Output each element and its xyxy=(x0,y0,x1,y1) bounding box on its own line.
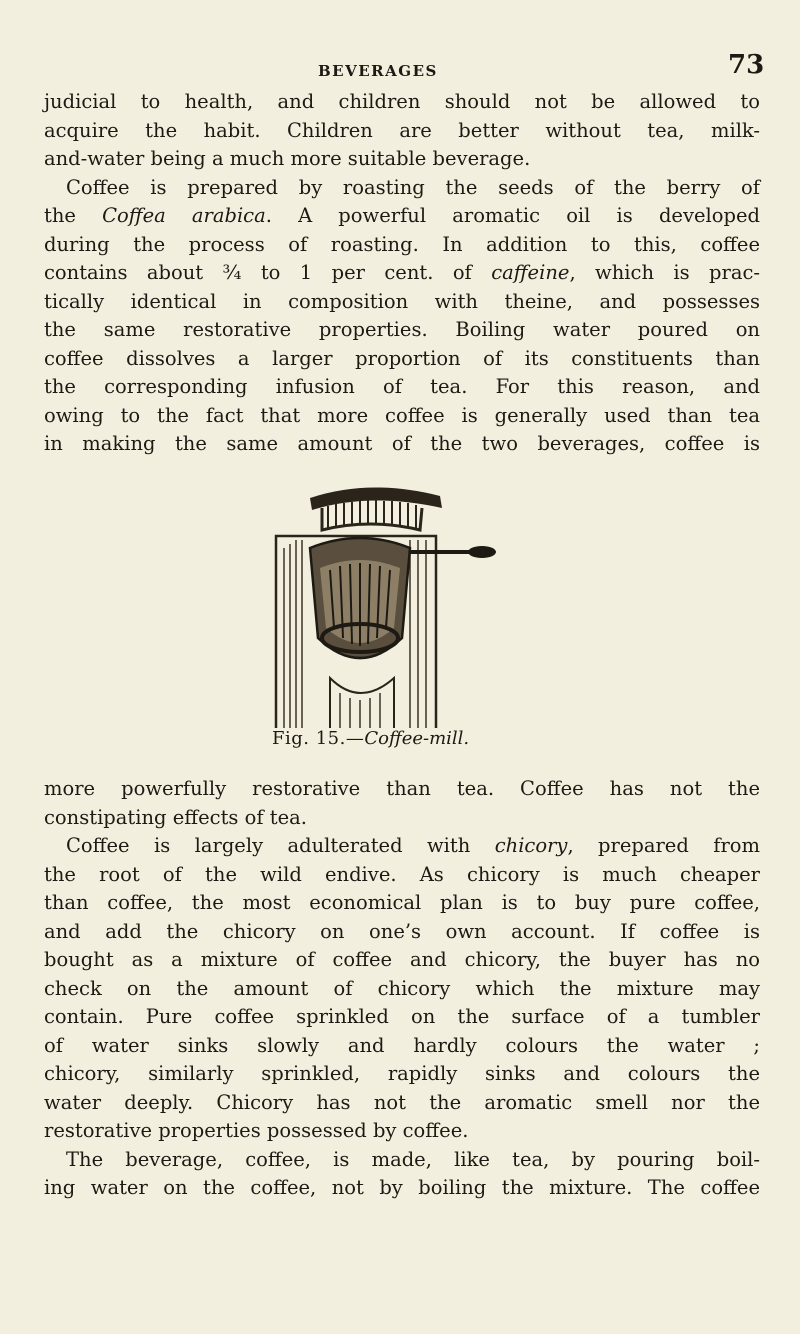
text-line: during the process of roasting. In addition to this, coffee xyxy=(44,232,760,256)
text-line: chicory, similarly sprinkled, rapidly sinks and colours the xyxy=(44,1062,760,1085)
text-line: restorative properties possessed by coffee. xyxy=(44,1119,469,1142)
figure-label: Fig. 15.— xyxy=(272,728,365,749)
figure-title: Coffee-mill. xyxy=(364,728,470,749)
text-line: and-water being a much more suitable beverage. xyxy=(44,147,531,170)
coffee-mill-figure xyxy=(270,478,502,756)
text-line: Coffee is largely adulterated with chicory, prepared from xyxy=(66,834,761,857)
chicory-term: chicory xyxy=(494,834,568,857)
species-name: Coffea arabica xyxy=(102,204,266,227)
caffeine-term: caffeine xyxy=(491,261,570,284)
text-line: ing water on the coffee, not by boiling the mixture. The coffee xyxy=(44,1176,760,1199)
text-line: than coffee, the most economical plan is to buy pure coffee, xyxy=(44,891,760,914)
text-line: the same restorative properties. Boiling water poured on xyxy=(44,318,760,341)
text-line: coffee dissolves a larger proportion of its constituents than xyxy=(44,346,760,370)
text-line: tically identical in composition with theine, and possesses xyxy=(44,289,760,313)
text-line: the corresponding infusion of tea. For this reason, and xyxy=(44,375,760,398)
text-line: contains about ¾ to 1 per cent. of caffeine, which is prac- xyxy=(44,261,760,284)
page-header xyxy=(0,46,800,86)
text-block-bottom xyxy=(44,775,760,1203)
text-line: check on the amount of chicory which the mixture may xyxy=(44,976,760,1000)
figure-caption xyxy=(272,728,469,749)
text-line: water deeply. Chicory has not the aromatic smell nor the xyxy=(44,1090,760,1114)
text-line: acquire the habit. Children are better without tea, milk- xyxy=(44,118,760,142)
text-line: of water sinks slowly and hardly colours the water ; xyxy=(44,1033,760,1057)
text-line: the Coffea arabica. A powerful aromatic oil is developed xyxy=(44,204,761,227)
page-number: 73 xyxy=(728,50,765,80)
text-line: judicial to health, and children should not be allowed to xyxy=(44,90,760,113)
text-line: Coffee is prepared by roasting the seeds of the berry of xyxy=(66,175,760,199)
text-line: and add the chicory on one’s own account. If coffee is xyxy=(44,919,760,943)
running-head: BEVERAGES xyxy=(318,62,438,80)
coffee-mill-illustration xyxy=(270,478,502,728)
text-line: bought as a mixture of coffee and chicory, the buyer has no xyxy=(44,948,760,971)
text-line: the root of the wild endive. As chicory is much cheaper xyxy=(44,862,760,886)
text-line: The beverage, coffee, is made, like tea, by pouring boil- xyxy=(66,1147,760,1171)
text-line: more powerfully restorative than tea. Coffee has not the xyxy=(44,777,760,800)
text-line: owing to the fact that more coffee is generally used than tea xyxy=(44,403,760,427)
text-line: in making the same amount of the two beverages, coffee is xyxy=(44,432,760,455)
text-line: contain. Pure coffee sprinkled on the surface of a tumbler xyxy=(44,1005,760,1028)
text-block-top xyxy=(44,88,760,459)
text-line: constipating effects of tea. xyxy=(44,805,307,829)
